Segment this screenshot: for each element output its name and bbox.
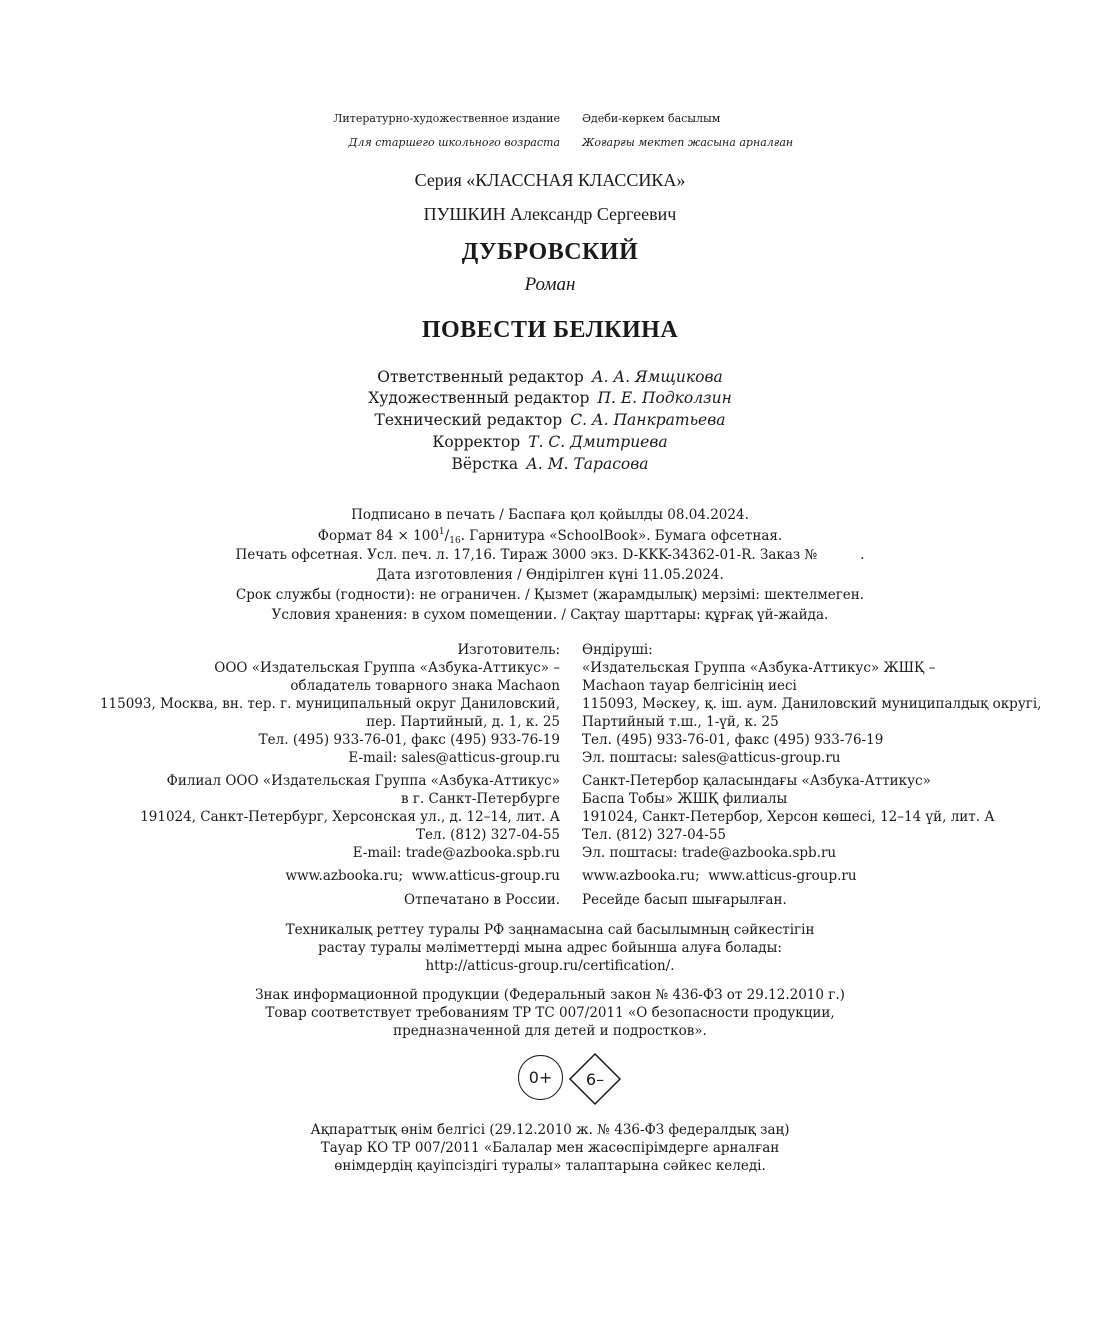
format-suffix: . Гарнитура «SchoolBook». Бумага офсетная. <box>460 528 783 544</box>
genre-label: Роман <box>524 274 576 295</box>
author-name: ПУШКИН Александр Сергеевич <box>423 204 677 224</box>
staff-name: Т. С. Дмитриева <box>528 433 668 451</box>
kz-cert-url: http://atticus-group.ru/certification/. <box>425 958 675 974</box>
branch-kz-line: 191024, Санкт-Петербор, Херсон көшесі, 12–14 үй, лит. А <box>582 809 995 825</box>
series-title: Серия «КЛАССНАЯ КЛАССИКА» <box>414 170 686 190</box>
header-age-kz: Жоғарғы мектеп жасына арналған <box>582 136 794 149</box>
kz-cert-line: растау туралы мәліметтерді мына адрес бойынша алуға болады: <box>318 940 782 956</box>
kz-sign-line: Тауар КО ТР 007/2011 «Балалар мен жасөспірімдерге арналған <box>320 1140 780 1156</box>
manufacturer-ru-line: Тел. (495) 933-76-01, факс (495) 933-76-19 <box>258 732 560 748</box>
staff-role: Художественный редактор <box>368 389 590 407</box>
manufacturer-ru-line: 115093, Москва, вн. тер. г. муниципальный округ Даниловский, <box>99 696 560 712</box>
branch-kz-line: Эл. поштасы: trade@azbooka.spb.ru <box>582 845 837 861</box>
staff-line <box>0 433 1100 451</box>
book-title-dubrovsky: ДУБРОВСКИЙ <box>461 239 639 265</box>
book-title-belkin: ПОВЕСТИ БЕЛКИНА <box>421 317 679 343</box>
kz-sign-line: өнімдердің қауіпсіздігі туралы» талаптарына сәйкес келеді. <box>334 1158 766 1174</box>
manufacturer-kz-line: Тел. (495) 933-76-01, факс (495) 933-76-19 <box>582 732 884 748</box>
staff-name: А. А. Ямщикова <box>591 368 723 386</box>
manufacturer-ru-line: обладатель товарного знака Machaon <box>290 678 560 694</box>
kz-cert-line: Техникалық реттеу туралы РФ заңнамасына сай басылымның сәйкестігін <box>285 922 815 938</box>
branch-kz-line: Санкт-Петербор қаласындағы «Азбука-Аттикус» <box>582 773 931 789</box>
staff-role: Ответственный редактор <box>377 368 584 386</box>
manufacturer-kz-line: Партийный т.ш., 1-үй, к. 25 <box>582 714 779 730</box>
manufacturer-ru-line: Изготовитель: <box>457 642 560 658</box>
printed-ru: Отпечатано в России. <box>404 892 560 908</box>
web-ru: www.azbooka.ru; www.atticus-group.ru <box>285 868 560 884</box>
branch-kz-line: Баспа Тобы» ЖШҚ филиалы <box>582 791 788 807</box>
manufacturer-kz-line: «Издательская Группа «Азбука-Аттикус» ЖШҚ – <box>582 660 936 676</box>
header-edition-kz: Әдеби-көркем басылым <box>582 112 721 125</box>
imprint-service-life: Срок службы (годности): не ограничен. / Қызмет (жарамдылық) мерзімі: шектелмеген. <box>235 587 865 603</box>
imprint-signed: Подписано в печать / Баспаға қол қойылды 08.04.2024. <box>351 507 749 523</box>
branch-kz-line: Тел. (812) 327-04-55 <box>582 827 726 843</box>
branch-ru-line: 191024, Санкт-Петербург, Херсонская ул., д. 12–14, лит. А <box>140 809 560 825</box>
manufacturer-ru-line: пер. Партийный, д. 1, к. 25 <box>366 714 560 730</box>
age-diamond-badge: 6– <box>585 1069 605 1089</box>
staff-name: А. М. Тарасова <box>526 455 649 473</box>
header-age-ru: Для старшего школьного возраста <box>348 136 560 149</box>
ru-sign-line: предназначенной для детей и подростков». <box>393 1023 707 1039</box>
branch-ru-line: E-mail: trade@azbooka.spb.ru <box>352 845 560 861</box>
branch-ru-line: в г. Санкт-Петербурге <box>400 791 560 807</box>
imprint-print: Печать офсетная. Усл. печ. л. 17,16. Тираж 3000 экз. D-KKK-34362-01-R. Заказ № . <box>235 547 865 563</box>
staff-line <box>0 389 1100 407</box>
manufacturer-kz-line: 115093, Мәскеу, қ. іш. аум. Даниловский муниципалдық округі, <box>582 696 1042 712</box>
staff-line <box>0 411 1100 429</box>
staff-role: Корректор <box>432 433 521 451</box>
format-denominator: 16 <box>449 536 461 546</box>
age-badges <box>516 1052 622 1106</box>
age-circle-badge: 0+ <box>518 1055 563 1100</box>
staff-role: Вёрстка <box>451 455 519 473</box>
ru-sign-line: Товар соответствует требованиям ТР ТС 007/2011 «О безопасности продукции, <box>265 1005 835 1021</box>
manufacturer-ru-line: ООО «Издательская Группа «Азбука-Аттикус» – <box>214 660 560 676</box>
staff-role: Технический редактор <box>374 411 563 429</box>
branch-ru-line: Филиал ООО «Издательская Группа «Азбука-Аттикус» <box>166 773 560 789</box>
manufacturer-kz-line: Machaon тауар белгісінің иесі <box>582 678 797 694</box>
ru-sign-line: Знак информационной продукции (Федеральный закон № 436-ФЗ от 29.12.2010 г.) <box>255 987 845 1003</box>
imprint-storage: Условия хранения: в сухом помещении. / Сақтау шарттары: құрғақ үй-жайда. <box>271 607 829 623</box>
web-kz: www.azbooka.ru; www.atticus-group.ru <box>582 868 857 884</box>
staff-line <box>0 455 1100 473</box>
staff-name: П. Е. Подколзин <box>597 389 732 407</box>
imprint-format <box>0 527 1100 546</box>
format-slash: / <box>444 528 450 544</box>
kz-sign-line: Ақпараттық өнім белгісі (29.12.2010 ж. № 436-ФЗ федералдық заң) <box>310 1122 790 1138</box>
branch-ru-line: Тел. (812) 327-04-55 <box>416 827 560 843</box>
manufacturer-kz-line: Эл. поштасы: sales@atticus-group.ru <box>582 750 841 766</box>
printed-kz: Ресейде басып шығарылған. <box>582 892 787 908</box>
format-numerator: 1 <box>438 527 445 537</box>
format-prefix: Формат 84 × 100 <box>317 528 439 544</box>
staff-name: С. А. Панкратьева <box>570 411 726 429</box>
header-edition-ru: Литературно-художественное издание <box>333 112 560 125</box>
manufacturer-ru-line: E-mail: sales@atticus-group.ru <box>348 750 560 766</box>
manufacturer-kz-line: Өндіруші: <box>582 642 653 658</box>
imprint-made-date: Дата изготовления / Өндірілген күні 11.05.2024. <box>376 567 724 583</box>
staff-line <box>0 368 1100 386</box>
